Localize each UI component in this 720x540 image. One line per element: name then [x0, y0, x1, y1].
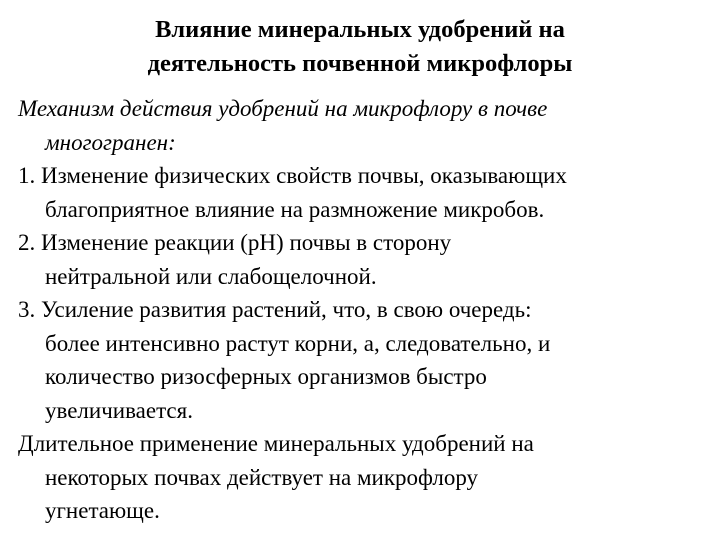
list-item-3-line-1: 3. Усиление развития растений, что, в свою очередь:: [18, 297, 532, 322]
intro-line-1: Механизм действия удобрений на микрофлору в почве: [18, 96, 548, 121]
list-item-3-line-3: количество ризосферных организмов быстро: [45, 364, 487, 389]
list-item-2: [18, 226, 718, 293]
conclusion-paragraph: [18, 427, 718, 528]
intro-paragraph: [18, 92, 718, 159]
title-line-1: Влияние минеральных удобрений на: [155, 16, 565, 43]
list-item-1: [18, 159, 718, 226]
list-item-3-line-4: увеличивается.: [45, 397, 193, 423]
slide-body: [18, 92, 718, 528]
list-item-3-line-2: более интенсивно растут корни, а, следовательно, и: [45, 330, 551, 356]
conclusion-line-3: угнетающе.: [45, 498, 160, 523]
list-item-2-line-1: 2. Изменение реакции (рН) почвы в сторону: [18, 230, 452, 255]
list-item-3: [18, 293, 718, 427]
slide-title: [0, 13, 720, 81]
list-item-1-line-1: 1. Изменение физических свойств почвы, оказывающих: [18, 163, 567, 188]
title-line-2: деятельность почвенной микрофлоры: [147, 50, 573, 77]
list-item-1-line-2: благоприятное влияние на размножение микробов.: [45, 196, 545, 222]
intro-line-2: многогранен:: [45, 129, 176, 155]
conclusion-line-1: Длительное применение минеральных удобрений на: [18, 431, 534, 456]
conclusion-line-2: некоторых почвах действует на микрофлору: [45, 464, 479, 490]
list-item-2-line-2: нейтральной или слабощелочной.: [45, 263, 377, 289]
